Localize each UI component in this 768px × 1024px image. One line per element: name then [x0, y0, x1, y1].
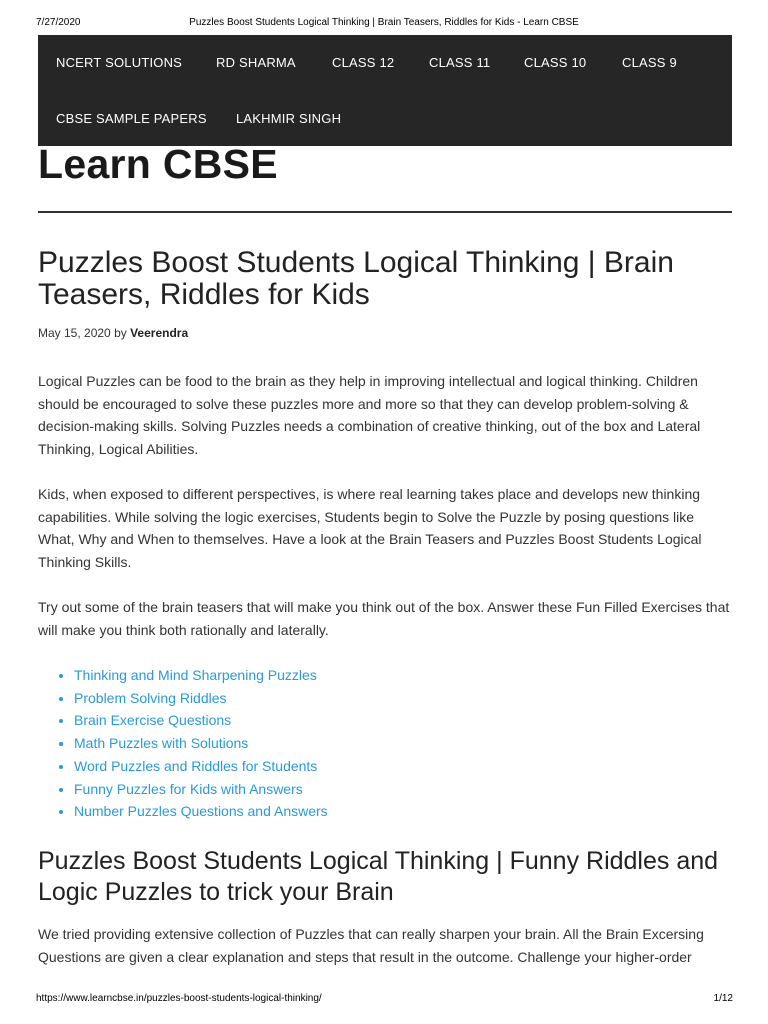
nav-row-1 [38, 35, 732, 91]
paragraph-try-out: Try out some of the brain teasers that will make you think out of the box. Answer these Fun Filled Exercises that will make you think both rationally and laterally. [38, 599, 730, 638]
by-label: by [114, 326, 127, 340]
nav-item-cbse-sample-papers[interactable]: CBSE SAMPLE PAPERS [56, 111, 207, 126]
section-title: Puzzles Boost Students Logical Thinking | Funny Riddles and Logic Puzzles to trick your Brain [38, 847, 719, 906]
site-title[interactable]: Learn CBSE [38, 141, 278, 187]
article-meta [38, 326, 188, 340]
article-title: Puzzles Boost Students Logical Thinking | Brain Teasers, Riddles for Kids [38, 246, 674, 311]
nav-item-rd-sharma[interactable]: RD SHARMA [216, 55, 296, 70]
nav-item-class-11[interactable]: CLASS 11 [429, 55, 491, 70]
nav-item-class-12[interactable]: CLASS 12 [332, 55, 395, 70]
link-word-puzzles[interactable]: Word Puzzles and Riddles for Students [74, 757, 318, 774]
print-page-title: Puzzles Boost Students Logical Thinking | Brain Teasers, Riddles for Kids - Learn CBSE [189, 17, 579, 28]
link-funny-puzzles[interactable]: Funny Puzzles for Kids with Answers [74, 780, 303, 797]
nav-item-class-10[interactable]: CLASS 10 [524, 55, 587, 70]
list-item [74, 778, 328, 801]
print-date: 7/27/2020 [36, 17, 81, 28]
list-item [74, 687, 328, 710]
header-divider [38, 211, 732, 213]
puzzle-links-list [38, 664, 328, 823]
main-navigation [38, 35, 732, 146]
print-url: https://www.learncbse.in/puzzles-boost-students-logical-thinking/ [36, 993, 322, 1004]
nav-item-class-9[interactable]: CLASS 9 [622, 55, 677, 70]
nav-item-lakhmir-singh[interactable]: LAKHMIR SINGH [236, 111, 342, 126]
link-number-puzzles[interactable]: Number Puzzles Questions and Answers [74, 803, 328, 820]
print-header [0, 17, 768, 31]
nav-row-2 [38, 91, 732, 147]
link-problem-solving-riddles[interactable]: Problem Solving Riddles [74, 689, 227, 706]
print-page-number: 1/12 [713, 993, 733, 1004]
article-date: May 15, 2020 [38, 326, 111, 340]
list-item [74, 800, 328, 823]
list-item [74, 755, 328, 778]
list-item [74, 709, 328, 732]
paragraph-intro: Logical Puzzles can be food to the brain as they help in improving intellectual and logical thinking. Children should be encouraged to solve these puzzles more and more so that they can develop problem-solving & decision-making skills. Solving Puzzles needs a combination of creative thinking, out of the box and Lateral Thinking, Logical Abilities. [38, 373, 701, 458]
list-item [74, 732, 328, 755]
nav-item-ncert-solutions[interactable]: NCERT SOLUTIONS [56, 55, 183, 70]
link-thinking-mind-sharpening[interactable]: Thinking and Mind Sharpening Puzzles [74, 667, 317, 683]
list-item [74, 664, 328, 687]
link-brain-exercise-questions[interactable]: Brain Exercise Questions [74, 712, 232, 729]
paragraph-section: We tried providing extensive collection of Puzzles that can really sharpen your brain. All the Brain Excersing Questions are given a clear explanation and steps that result in the outcome. Challenge your higher-order [38, 926, 704, 965]
paragraph-perspectives: Kids, when exposed to different perspectives, is where real learning takes place and develops new thinking capabilities. While solving the logic exercises, Students begin to Solve the Puzzle by posing questions like What, Why and When to themselves. Have a look at the Brain Teasers and Puzzles Boost Students Logical Thinking Skills. [38, 486, 702, 571]
article-author[interactable]: Veerendra [130, 326, 189, 340]
link-math-puzzles[interactable]: Math Puzzles with Solutions [74, 735, 249, 752]
